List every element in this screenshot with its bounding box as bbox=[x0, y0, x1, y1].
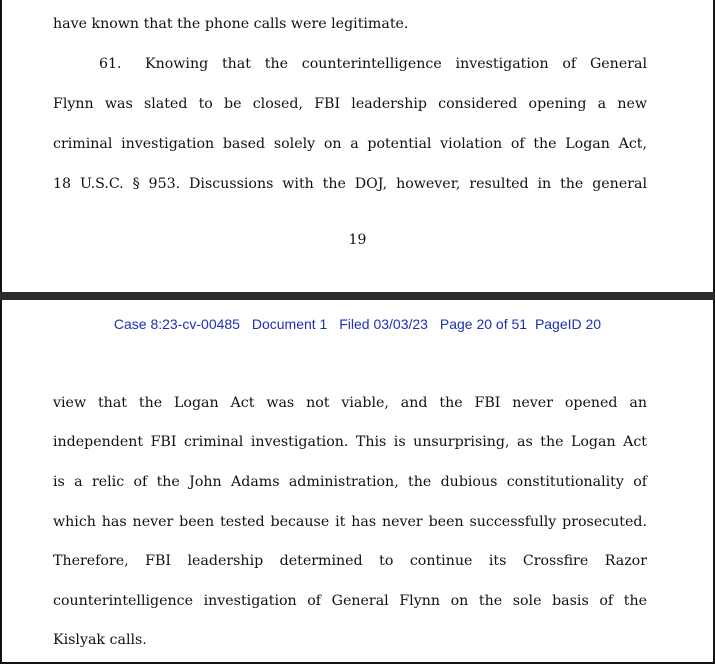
body-text-line: criminal investigation based solely on a potential violation of the Logan Act, bbox=[53, 136, 647, 152]
body-text-line: counterintelligence investigation of General Flynn on the sole basis of the bbox=[53, 593, 647, 609]
document-number: Document 1 bbox=[251, 316, 328, 332]
body-text-line: Kislyak calls. bbox=[53, 632, 147, 648]
body-text-line: which has never been tested because it has never been successfully prosecuted. bbox=[53, 514, 647, 530]
paragraph-number: 61. bbox=[99, 56, 122, 72]
body-text-line: independent FBI criminal investigation. This is unsurprising, as the Logan Act bbox=[53, 434, 647, 450]
page-id: PageID 20 bbox=[534, 316, 602, 332]
paragraph-61-first-line bbox=[53, 55, 647, 73]
body-text-line: Therefore, FBI leadership determined to continue its Crossfire Razor bbox=[53, 553, 647, 569]
body-text-line: Flynn was slated to be closed, FBI leadership considered opening a new bbox=[53, 96, 647, 112]
case-number: Case 8:23-cv-00485 bbox=[113, 316, 240, 332]
document-page-20 bbox=[0, 300, 715, 664]
page-divider bbox=[0, 292, 715, 300]
case-header bbox=[2, 315, 713, 333]
body-text-line: have known that the phone calls were legitimate. bbox=[53, 16, 409, 32]
body-text-line: 18 U.S.C. § 953. Discussions with the DOJ, however, resulted in the general bbox=[53, 176, 647, 192]
page-number: 19 bbox=[348, 232, 367, 248]
page-count: Page 20 of 51 bbox=[439, 316, 531, 332]
document-page-19 bbox=[0, 0, 715, 292]
body-text-line: is a relic of the John Adams administration, the dubious constitutionality of bbox=[53, 474, 647, 490]
body-text-line: view that the Logan Act was not viable, and the FBI never opened an bbox=[53, 395, 647, 411]
filed-date: Filed 03/03/23 bbox=[339, 316, 428, 332]
body-text-segment: Knowing that the counterintelligence investigation of General bbox=[145, 56, 647, 72]
